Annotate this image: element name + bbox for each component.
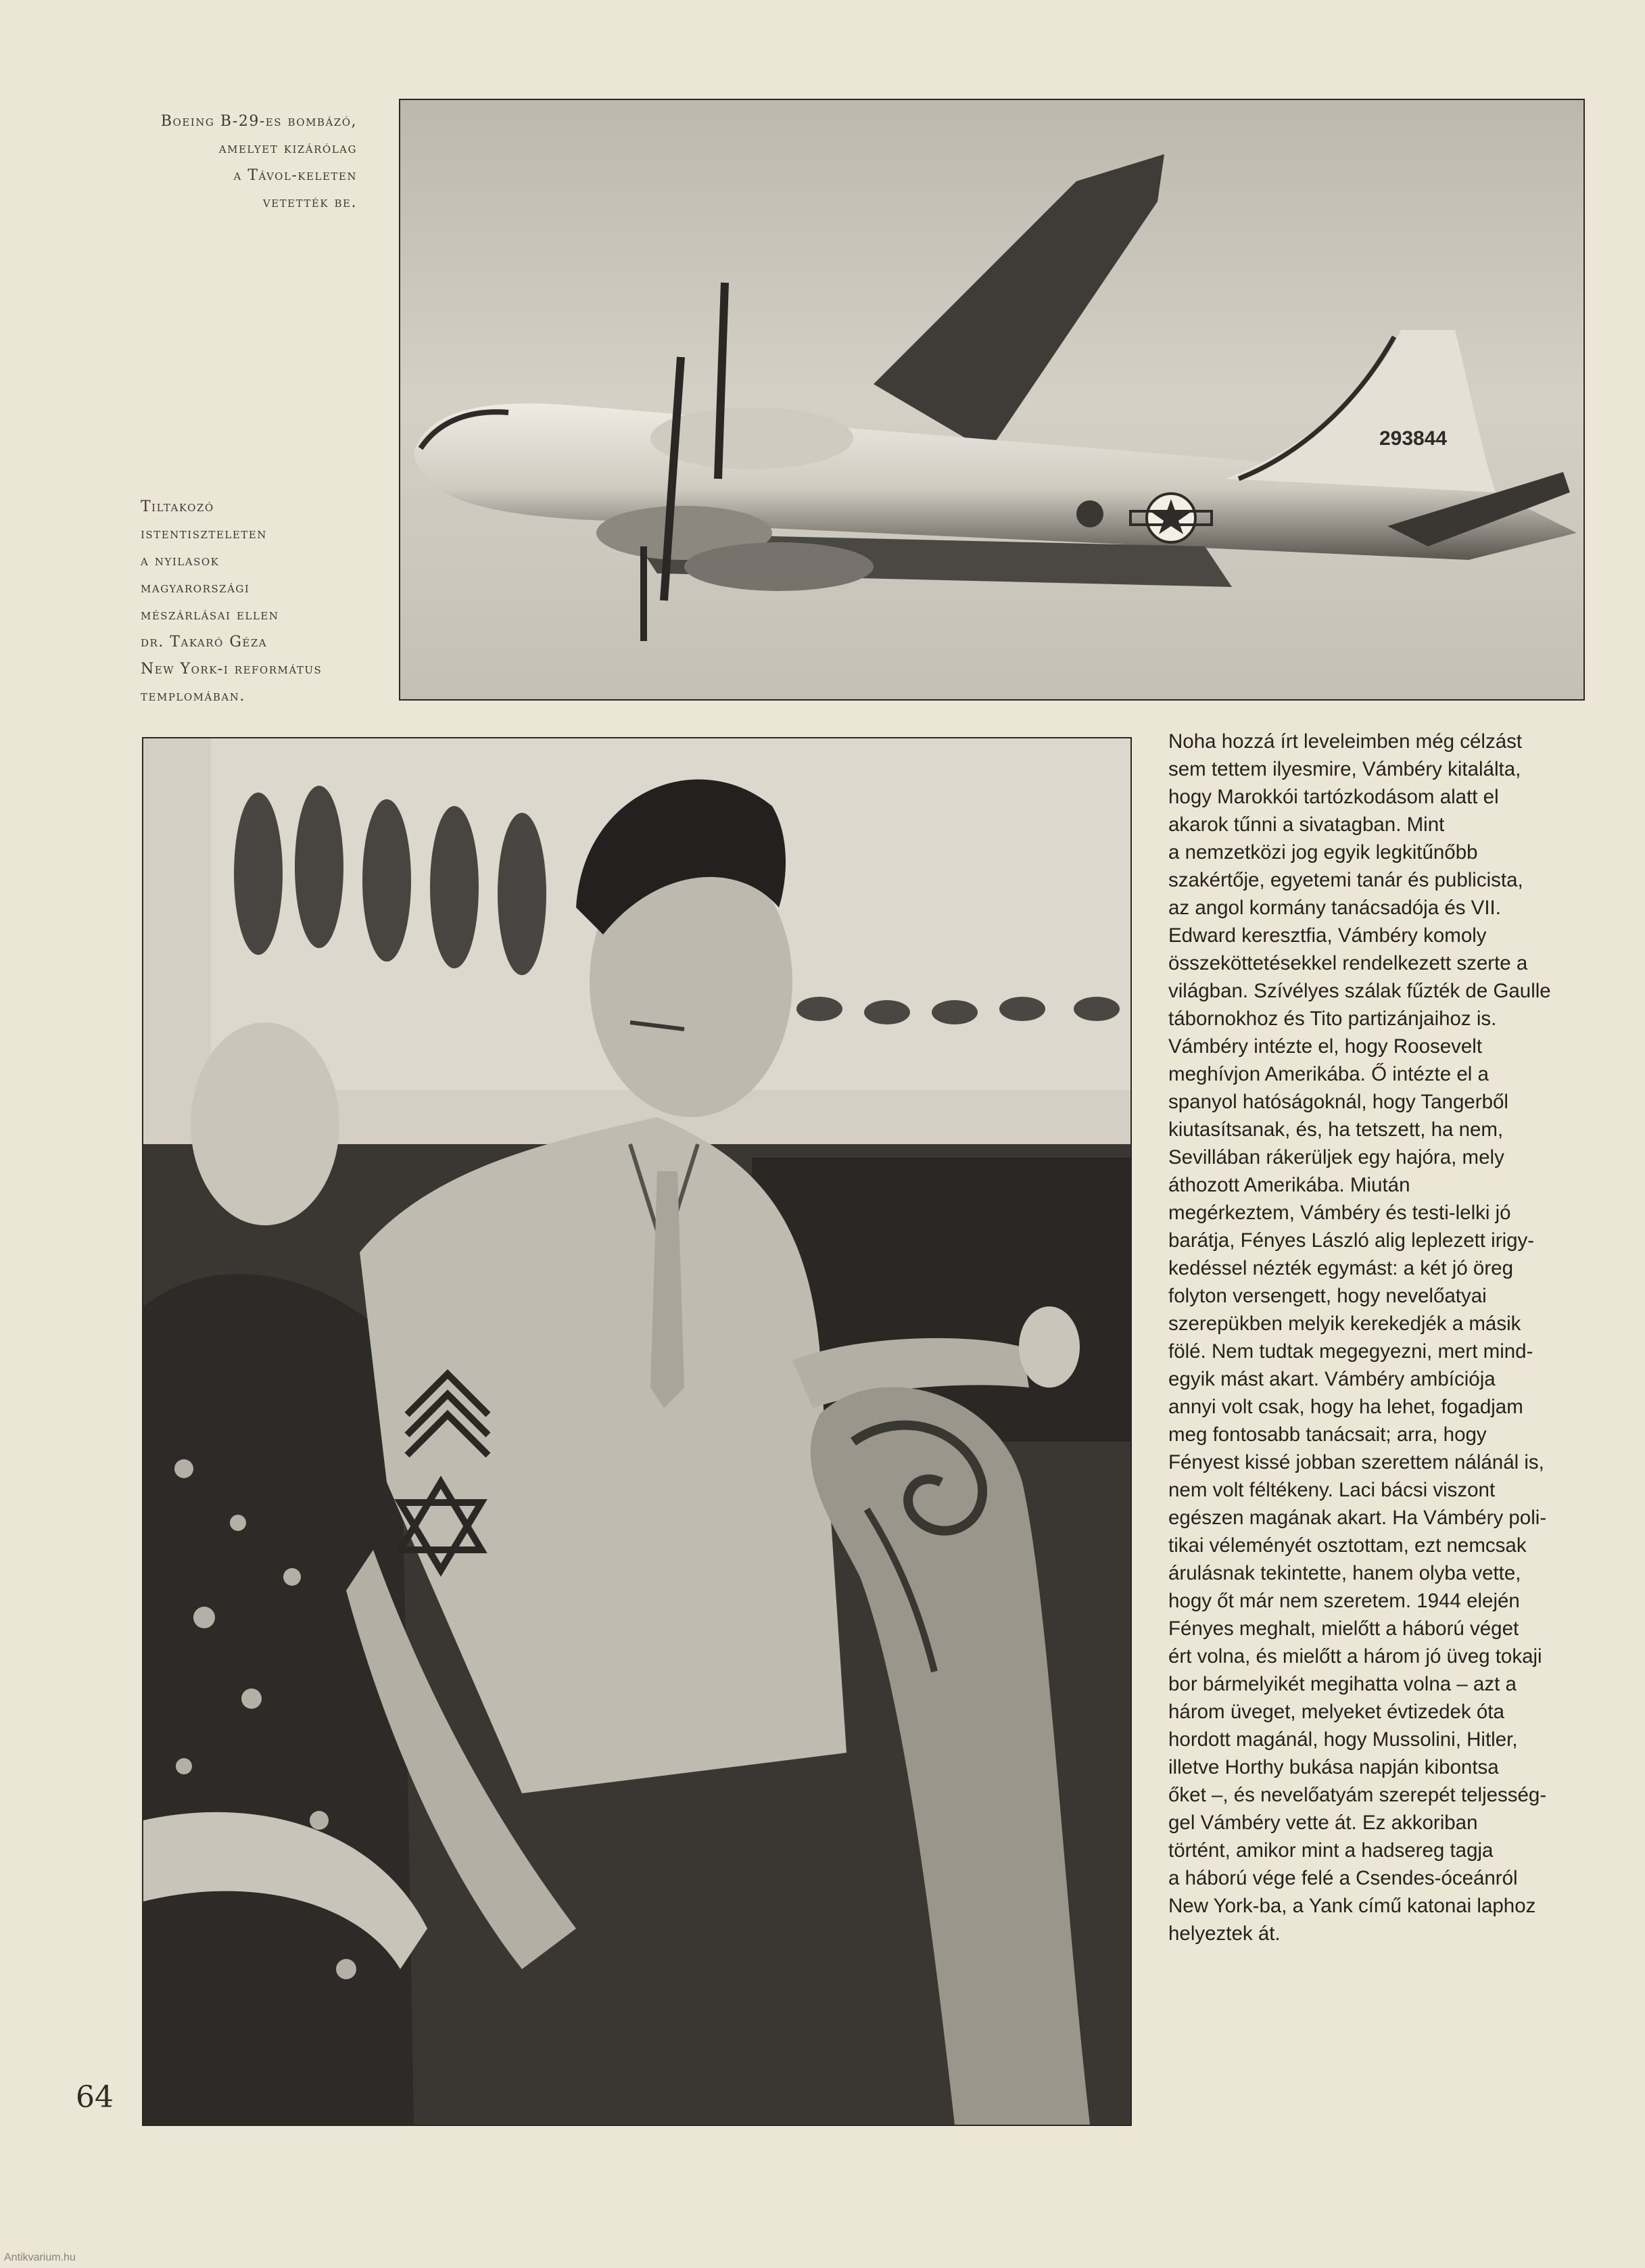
body-text-line: három üveget, melyeket évtizedek óta: [1168, 1701, 1504, 1723]
caption-line: a Távol-keleten: [233, 167, 357, 184]
body-text-line: Edward keresztfia, Vámbéry komoly: [1168, 924, 1487, 947]
caption-line: Tiltakozó: [141, 498, 214, 515]
body-text-line: ért volna, és mielőtt a három jó üveg tokaji: [1168, 1645, 1542, 1668]
caption-line: magyarországi: [141, 580, 250, 596]
body-text-line: barátja, Fényes László alig leplezett irigy-: [1168, 1229, 1535, 1252]
body-text-line: az angol kormány tanácsadója és VII.: [1168, 897, 1501, 919]
body-text-line: New York-ba, a Yank című katonai laphoz: [1168, 1895, 1536, 1917]
watermark: Antikvarium.hu: [4, 2252, 76, 2263]
bomber-caption: [108, 108, 357, 216]
body-text-line: a nemzetközi jog egyik legkitűnőbb: [1168, 841, 1478, 864]
caption-line: amelyet kizárólag: [218, 140, 357, 157]
caption-line: mészárlásai ellen: [141, 607, 279, 623]
tail-number: 293844: [1379, 427, 1448, 450]
body-text-line: őket –, és nevelőatyám szerepét teljesség-: [1168, 1784, 1547, 1806]
caption-line: New York-i református: [141, 661, 323, 678]
body-text: [1168, 728, 1594, 1947]
body-text-line: tikai véleményét osztottam, ezt nemcsak: [1168, 1534, 1527, 1557]
body-text-line: tábornokhoz és Tito partizánjaihoz is.: [1168, 1008, 1497, 1030]
caption-line: Boeing B-29-es bombázó,: [160, 113, 357, 130]
body-text-line: egyik mást akart. Vámbéry ambíciója: [1168, 1368, 1496, 1390]
body-text-line: hogy Marokkói tartózkodásom alatt el: [1168, 786, 1499, 808]
body-text-line: helyeztek át.: [1168, 1922, 1281, 1945]
body-text-line: Vámbéry intézte el, hogy Roosevelt: [1168, 1035, 1483, 1058]
page-number: 64: [76, 2080, 114, 2115]
body-text-line: szerepükben melyik kerekedjék a másik: [1168, 1313, 1521, 1335]
body-text-line: illetve Horthy bukása napján kibontsa: [1168, 1756, 1499, 1778]
body-text-line: szakértője, egyetemi tanár és publicista,: [1168, 869, 1523, 891]
protest-caption: [141, 494, 371, 710]
body-text-line: bor bármelyikét megihatta volna – azt a: [1168, 1673, 1517, 1695]
caption-line: a nyilasok: [141, 552, 220, 569]
protest-illustration: [143, 738, 1130, 2125]
body-text-line: megérkeztem, Vámbéry és testi-lelki jó: [1168, 1202, 1511, 1224]
caption-line: dr. Takaró Géza: [141, 634, 268, 651]
body-text-line: gel Vámbéry vette át. Ez akkoriban: [1168, 1812, 1478, 1834]
body-text-line: akarok tűnni a sivatagban. Mint: [1168, 813, 1445, 836]
body-text-line: összeköttetésekkel rendelkezett szerte a: [1168, 952, 1528, 974]
body-text-line: a háború vége felé a Csendes-óceánról: [1168, 1867, 1518, 1889]
body-text-line: hogy őt már nem szeretem. 1944 elején: [1168, 1590, 1520, 1612]
body-text-line: folyton versengett, hogy nevelőatyai: [1168, 1285, 1487, 1307]
body-text-line: Fényes meghalt, mielőtt a háború véget: [1168, 1617, 1519, 1640]
bomber-illustration: [400, 100, 1583, 699]
body-text-line: árulásnak tekintette, hanem olyba vette,: [1168, 1562, 1521, 1584]
body-text-line: meg fontosabb tanácsait; arra, hogy: [1168, 1423, 1487, 1446]
body-text-line: kiutasítsanak, és, ha tetszett, ha nem,: [1168, 1118, 1504, 1141]
caption-line: templomában.: [141, 688, 245, 705]
body-text-line: világban. Szívélyes szálak fűzték de Gaulle: [1168, 980, 1551, 1002]
body-text-line: fölé. Nem tudtak megegyezni, mert mind-: [1168, 1340, 1533, 1363]
body-text-line: hordott magánál, hogy Mussolini, Hitler,: [1168, 1728, 1518, 1751]
caption-line: vetették be.: [262, 194, 357, 211]
body-text-line: spanyol hatóságoknál, hogy Tangerből: [1168, 1091, 1508, 1113]
body-text-line: meghívjon Amerikába. Ő intézte el a: [1168, 1063, 1489, 1085]
body-text-line: nem volt féltékeny. Laci bácsi viszont: [1168, 1479, 1496, 1501]
body-text-line: kedéssel nézték egymást: a két jó öreg: [1168, 1257, 1513, 1279]
body-text-line: áthozott Amerikába. Miután: [1168, 1174, 1410, 1196]
body-text-line: Fényest kissé jobban szerettem nálánál is,: [1168, 1451, 1544, 1473]
body-text-line: egészen magának akart. Ha Vámbéry poli-: [1168, 1507, 1547, 1529]
body-text-line: történt, amikor mint a hadsereg tagja: [1168, 1839, 1494, 1862]
body-text-line: Noha hozzá írt leveleimben még célzást: [1168, 730, 1523, 753]
caption-line: istentiszteleten: [141, 525, 267, 542]
body-text-line: Sevillában rákerüljek egy hajóra, mely: [1168, 1146, 1504, 1168]
protest-photo: [142, 737, 1132, 2126]
body-text-line: annyi volt csak, hogy ha lehet, fogadjam: [1168, 1396, 1523, 1418]
bomber-photo: [399, 99, 1585, 701]
body-text-line: sem tettem ilyesmire, Vámbéry kitalálta,: [1168, 758, 1521, 780]
